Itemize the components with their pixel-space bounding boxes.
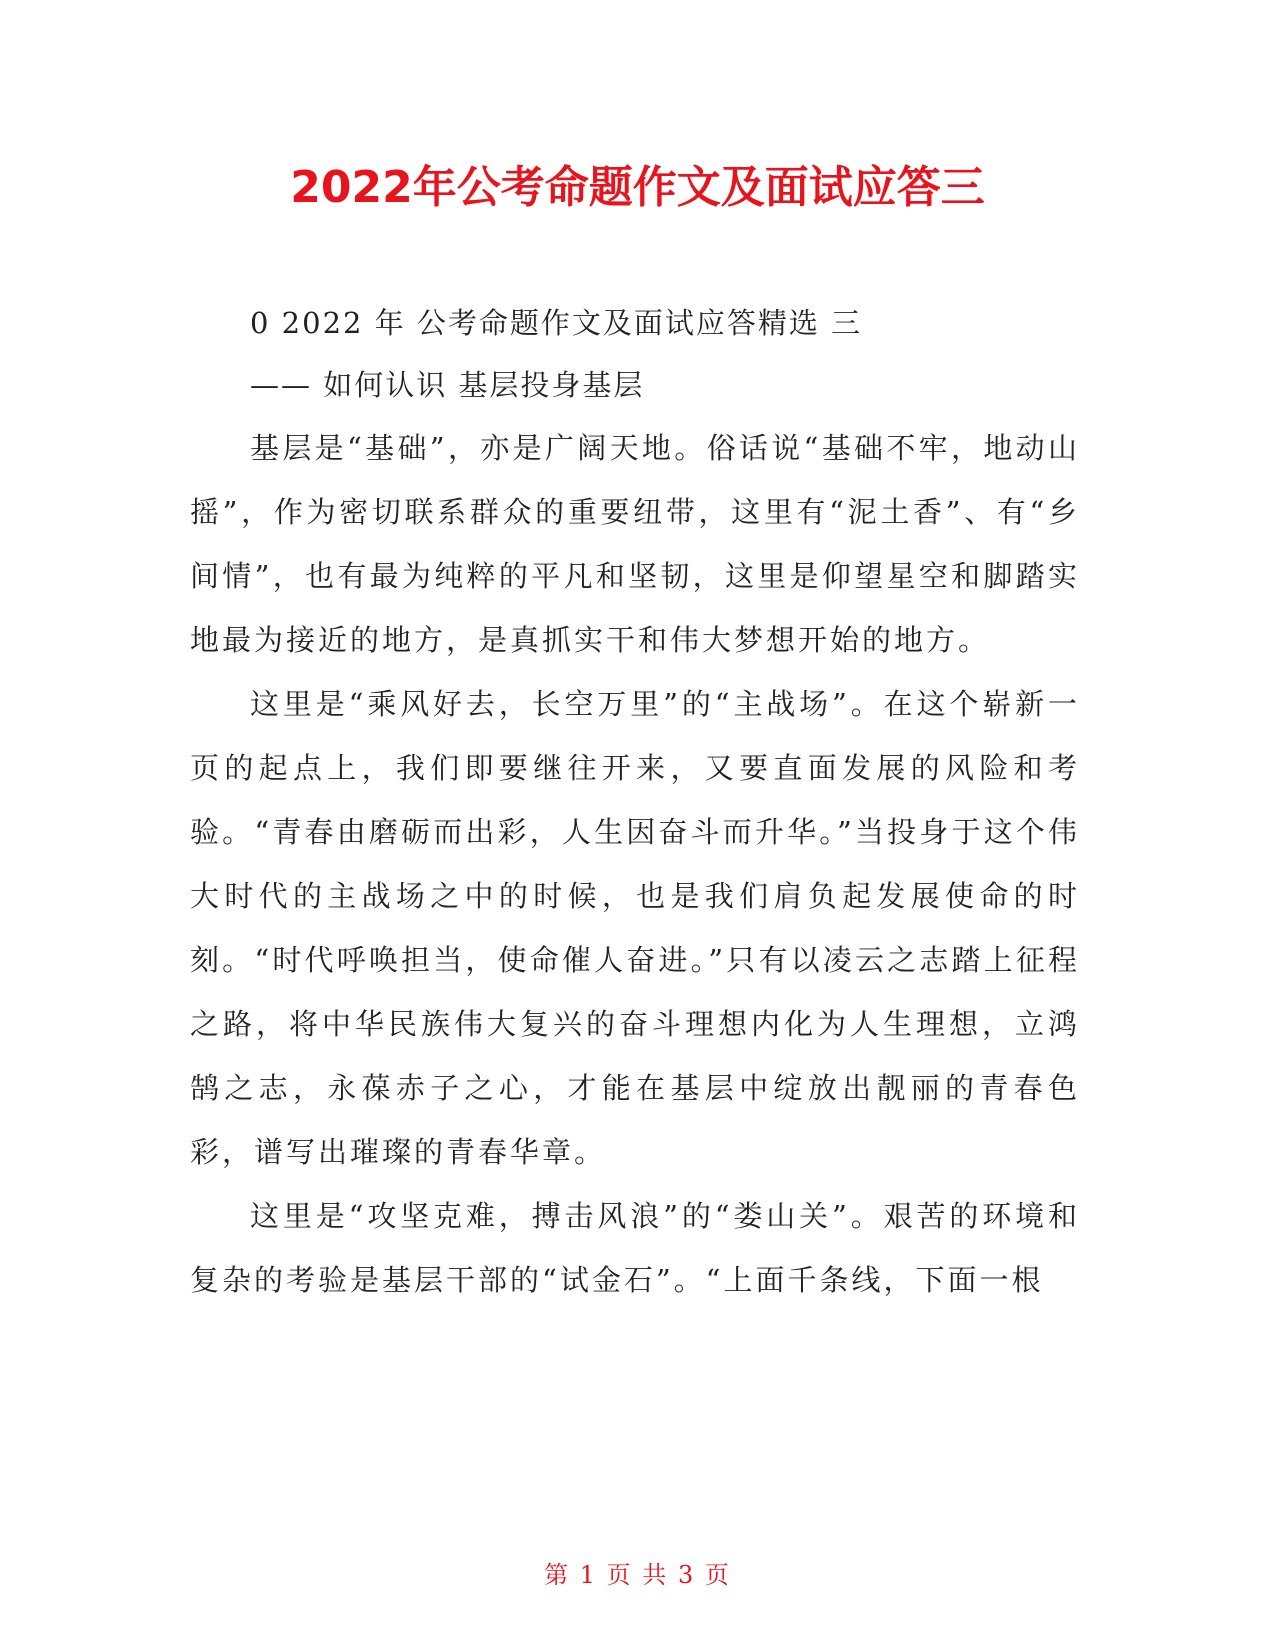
page-title: 2022年公考命题作文及面试应答三 [290, 162, 985, 213]
paragraph-3: 这里是“攻坚克难，搏击风浪”的“娄山关”。艰苦的环境和复杂的考验是基层干部的“试金石”。“上面千条线，下面一根 [190, 1199, 1080, 1297]
subtitle-line-2: —— 如何认识 基层投身基层 [250, 368, 645, 402]
paragraph-1: 基层是“基础”，亦是广阔天地。俗话说“基础不牢，地动山摇”，作为密切联系群众的重要纽带，这里有“泥土香”、有“乡间情”，也有最为纯粹的平凡和坚韧，这里是仰望星空和脚踏实地最为接近的地方，是真抓实干和伟大梦想开始的地方。 [190, 431, 1080, 657]
subtitle-line-1: 0 2022 年 公考命题作文及面试应答精选 三 [250, 306, 863, 340]
document-body [190, 292, 1080, 1312]
paragraph-2: 这里是“乘风好去，长空万里”的“主战场”。在这个崭新一页的起点上，我们即要继往开来，又要直面发展的风险和考验。“青春由磨砺而出彩，人生因奋斗而升华。”当投身于这个伟大时代的主战场之中的时候，也是我们肩负起发展使命的时刻。“时代呼唤担当，使命催人奋进。”只有以凌云之志踏上征程之路，将中华民族伟大复兴的奋斗理想内化为人生理想，立鸿鹄之志，永葆赤子之心，才能在基层中绽放出靓丽的青春色彩，谱写出璀璨的青春华章。 [190, 687, 1080, 1169]
page-number-footer: 第 1 页 共 3 页 [544, 1561, 731, 1589]
